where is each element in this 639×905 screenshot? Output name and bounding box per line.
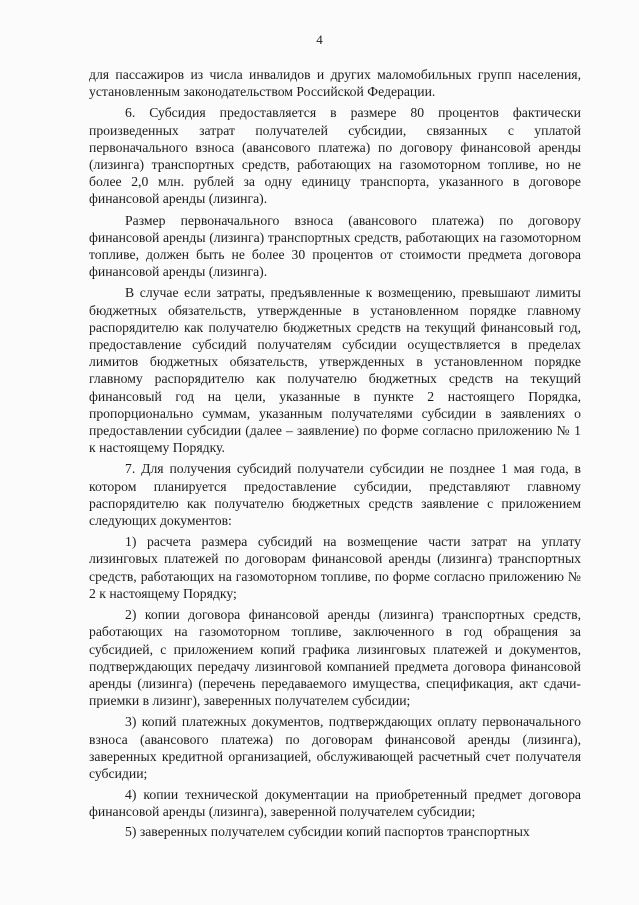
paragraph-item-6: 6. Субсидия предоставляется в размере 80 процентов фактически произведенных затрат получателей субсидии, связанных с уплатой первоначального взноса (авансового платежа) по договору финансовой аренды (лизинга) транспортных средств, работающих на газомоторном топливе, но не более 2,0 млн. рублей за одну единицу транспорта, указанного в договоре финансовой аренды (лизинга). bbox=[89, 105, 581, 207]
list-item-2: 2) копии договора финансовой аренды (лизинга) транспортных средств, работающих на газомоторном топливе, заключенного в год обращения за субсидией, с приложением копий графика лизинговых платежей и документов, подтверждающих передачу лизинговой компанией предмета договора финансовой аренды (лизинга) (перечень передаваемого имущества, спецификация, акт сдачи-приемки в лизинг), заверенных получателем субсидии; bbox=[89, 607, 581, 709]
paragraph-item-7: 7. Для получения субсидий получатели субсидии не позднее 1 мая года, в котором планируется предоставление субсидии, представляют главному распорядителю как получателю бюджетных средств заявление с приложением следующих документов: bbox=[89, 461, 581, 529]
document-body bbox=[89, 66, 581, 842]
paragraph-down-payment-size: Размер первоначального взноса (авансового платежа) по договору финансовой аренды (лизинга) транспортных средств, работающих на газомоторном топливе, должен быть не более 30 процентов от стоимости предмета договора финансовой аренды (лизинга). bbox=[89, 212, 581, 280]
page-number: 4 bbox=[316, 32, 323, 47]
list-item-4: 4) копии технической документации на приобретенный предмет договора финансовой аренды (лизинга), заверенной получателем субсидии; bbox=[89, 787, 581, 820]
paragraph-continuation: для пассажиров из числа инвалидов и других маломобильных групп населения, установленным законодательством Российской Федерации. bbox=[89, 67, 581, 100]
paragraph-budget-limits: В случае если затраты, предъявленные к возмещению, превышают лимиты бюджетных обязательств, утвержденные в установленном порядке главному распорядителю как получателю бюджетных средств на текущий финансовый год, предоставление субсидий получателям субсидии осуществляется в пределах лимитов бюджетных обязательств, утвержденных в установленном порядке главному распорядителю как получателю бюджетных средств на текущий финансовый год на цели, указанные в пункте 2 настоящего Порядка, пропорционально суммам, указанным получателями субсидии в заявлениях о предоставлении субсидии (далее – заявление) по форме согласно приложению № 1 к настоящему Порядку. bbox=[89, 285, 581, 456]
list-item-3: 3) копий платежных документов, подтверждающих оплату первоначального взноса (авансового платежа) по договорам финансовой аренды (лизинга), заверенных кредитной организацией, обслуживающей расчетный счет получателя субсидии; bbox=[89, 714, 581, 781]
list-item-1: 1) расчета размера субсидий на возмещение части затрат на уплату лизинговых платежей по договорам финансовой аренды (лизинга) транспортных средств, работающих на газомоторном топливе, по форме согласно приложению № 2 к настоящему Порядку; bbox=[89, 534, 581, 601]
list-item-5: 5) заверенных получателем субсидии копий паспортов транспортных bbox=[125, 823, 530, 839]
